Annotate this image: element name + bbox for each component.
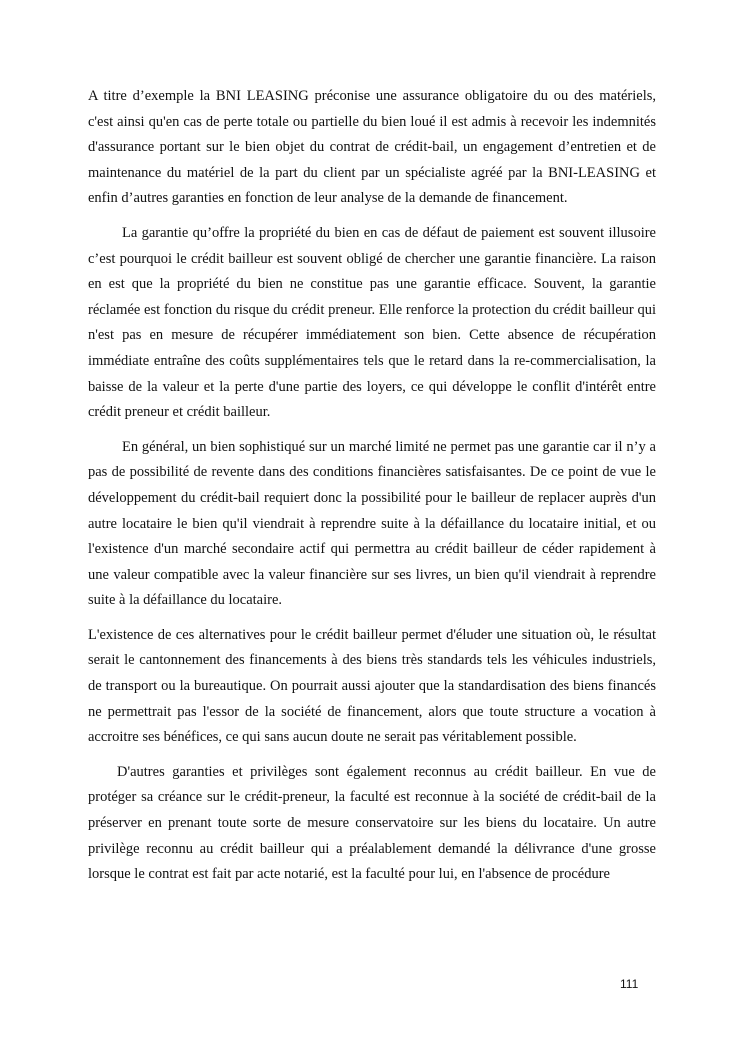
paragraph-insurance-example: A titre d’exemple la BNI LEASING préconise une assurance obligatoire du ou des matériels, c'est ainsi qu'en cas de perte totale ou partielle du bien loué il est admis à recevoir les indemnités d'assurance portant sur le bien objet du contrat de crédit-bail, un engagement d’entretien et de maintenance du matériel de la part du client par un spécialiste agréé par la BNI-LEASING et enfin d’autres garanties en fonction de leur analyse de la demande de financement. (88, 88, 656, 207)
paragraph-other-guarantees: D'autres garanties et privilèges sont également reconnus au crédit bailleur. En vue de protéger sa créance sur le crédit-preneur, la faculté est reconnue à la société de crédit-bail de la préserver en prenant toute sorte de mesure conservatoire sur les biens du locataire. Un autre privilège reconnu au crédit bailleur qui a préalablement demandé la délivrance d'une grosse lorsque le contrat est fait par acte notarié, est la faculté pour lui, en l'absence de procédure (88, 763, 656, 883)
paragraph-sophisticated-goods: En général, un bien sophistiqué sur un marché limité ne permet pas une garantie car il n’y a pas de possibilité de revente dans des conditions financières satisfaisantes. De ce point de vue le développement du crédit-bail requiert donc la possibilité pour le bailleur de replacer auprès d'un autre locataire le bien qu'il viendrait à reprendre suite à la défaillance du locataire initial, et ou l'existence d'un marché secondaire actif qui permettra au crédit bailleur de céder rapidement à une valeur compatible avec la valeur financière sur ses livres, un bien qu'il viendrait à reprendre suite à la défaillance du locataire. (88, 438, 656, 609)
page-number: 111 (620, 977, 639, 991)
paragraph-alternatives: L'existence de ces alternatives pour le crédit bailleur permet d'éluder une situation où, le résultat serait le cantonnement des financements à des biens très standards tels les véhicules industriels, de transport ou la bureautique. On pourrait aussi ajouter que la standardisation des biens financés ne permettrait pas l'essor de la société de financement, alors que toute structure a vocation à accroitre ses bénéfices, ce qui sans aucun doute ne serait pas véritablement possible. (88, 626, 656, 746)
document-body (88, 84, 656, 897)
paragraph-property-guarantee: La garantie qu’offre la propriété du bien en cas de défaut de paiement est souvent illusoire c’est pourquoi le crédit bailleur est souvent obligé de chercher une garantie financière. La raison en est que la propriété du bien ne constitue pas une garantie efficace. Souvent, la garantie réclamée est fonction du risque du crédit preneur. Elle renforce la protection du crédit bailleur qui n'est pas en mesure de récupérer immédiatement son bien. Cette absence de récupération immédiate entraîne des coûts supplémentaires tels que le retard dans la re-commercialisation, la baisse de la valeur et la perte d'une partie des loyers, ce qui développe le conflit d'intérêt entre crédit preneur et crédit bailleur. (88, 224, 656, 421)
